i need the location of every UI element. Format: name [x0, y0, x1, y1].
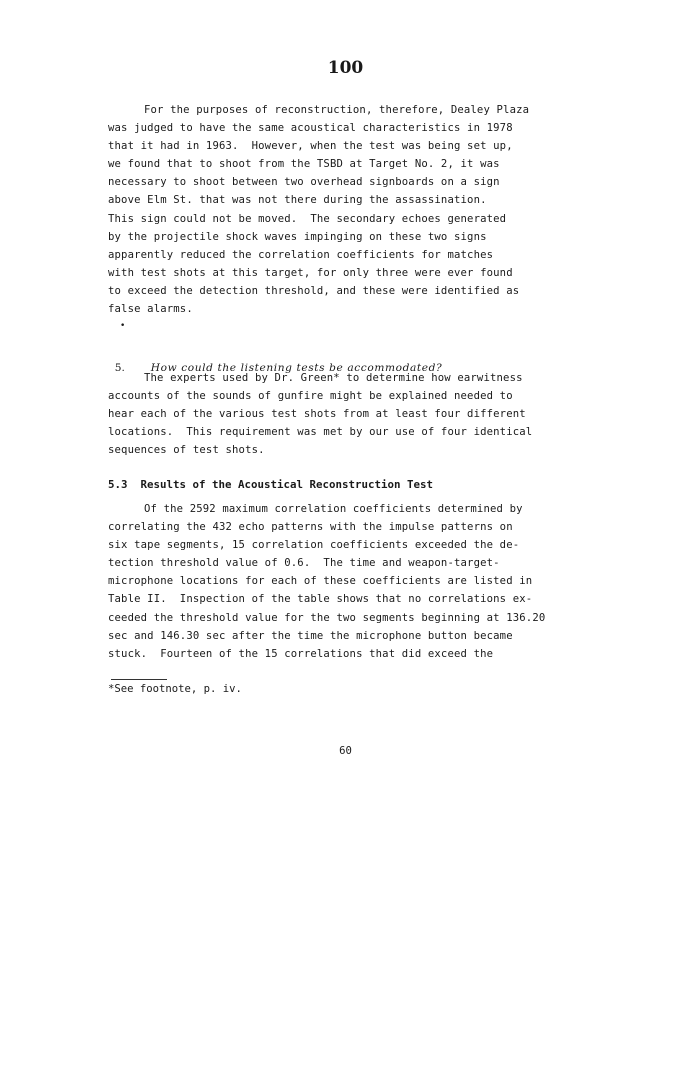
text-line: false alarms. [108, 303, 193, 316]
text-line: accounts of the sounds of gunfire might be explained needed to [108, 390, 513, 403]
paragraph-results [108, 500, 608, 663]
page-number-top: 100 [327, 58, 364, 78]
text-line: Table II. Inspection of the table shows that no correlations ex- [108, 593, 533, 606]
text-line: microphone locations for each of these coefficients are listed in [108, 575, 533, 588]
section-heading: 5.3 Results of the Acoustical Reconstruction Test [108, 478, 434, 491]
page-number-bottom: 60 [339, 745, 352, 757]
text-line: hear each of the various test shots from at least four different [108, 408, 526, 421]
text-line: stuck. Fourteen of the 15 correlations that did exceed the [108, 647, 494, 660]
text-line: correlating the 432 echo patterns with the impulse patterns on [108, 521, 513, 534]
paragraph-listening-tests [108, 369, 608, 459]
text-line: by the projectile shock waves impinging on these two signs [108, 230, 487, 243]
question-number: 5. [114, 362, 125, 374]
text-line: apparently reduced the correlation coefficients for matches [108, 248, 494, 261]
text-line: necessary to shoot between two overhead signboards on a sign [108, 176, 500, 189]
text-line: six tape segments, 15 correlation coefficients exceeded the de- [108, 539, 520, 552]
text-line: that it had in 1963. However, when the test was being set up, [108, 140, 513, 153]
text-line: This sign could not be moved. The secondary echoes generated [108, 212, 507, 225]
text-line: Of the 2592 maximum correlation coefficients determined by [144, 503, 523, 515]
text-line: ceeded the threshold value for the two segments beginning at 136.20 [108, 611, 546, 624]
text-line: we found that to shoot from the TSBD at Target No. 2, it was [108, 158, 500, 171]
text-line: was judged to have the same acoustical characteristics in 1978 [108, 122, 513, 135]
text-line: above Elm St. that was not there during the assassination. [108, 194, 487, 207]
stray-mark: • [120, 321, 126, 331]
text-line: sec and 146.30 sec after the time the microphone button became [108, 629, 513, 642]
text-line: sequences of test shots. [108, 444, 265, 457]
text-line: locations. This requirement was met by our use of four identical [108, 426, 533, 439]
text-line: tection threshold value of 0.6. The time and weapon-target- [108, 557, 500, 570]
paragraph-reconstruction-conditions [108, 101, 608, 318]
footnote: *See footnote, p. iv. [108, 683, 242, 695]
question-text: How could the listening tests be accommodated? [150, 362, 443, 374]
text-line: The experts used by Dr. Green* to determine how earwitness [144, 372, 523, 384]
text-line: to exceed the detection threshold, and these were identified as [108, 284, 520, 297]
text-line: For the purposes of reconstruction, therefore, Dealey Plaza [144, 104, 530, 116]
text-line: with test shots at this target, for only three were ever found [108, 266, 513, 279]
